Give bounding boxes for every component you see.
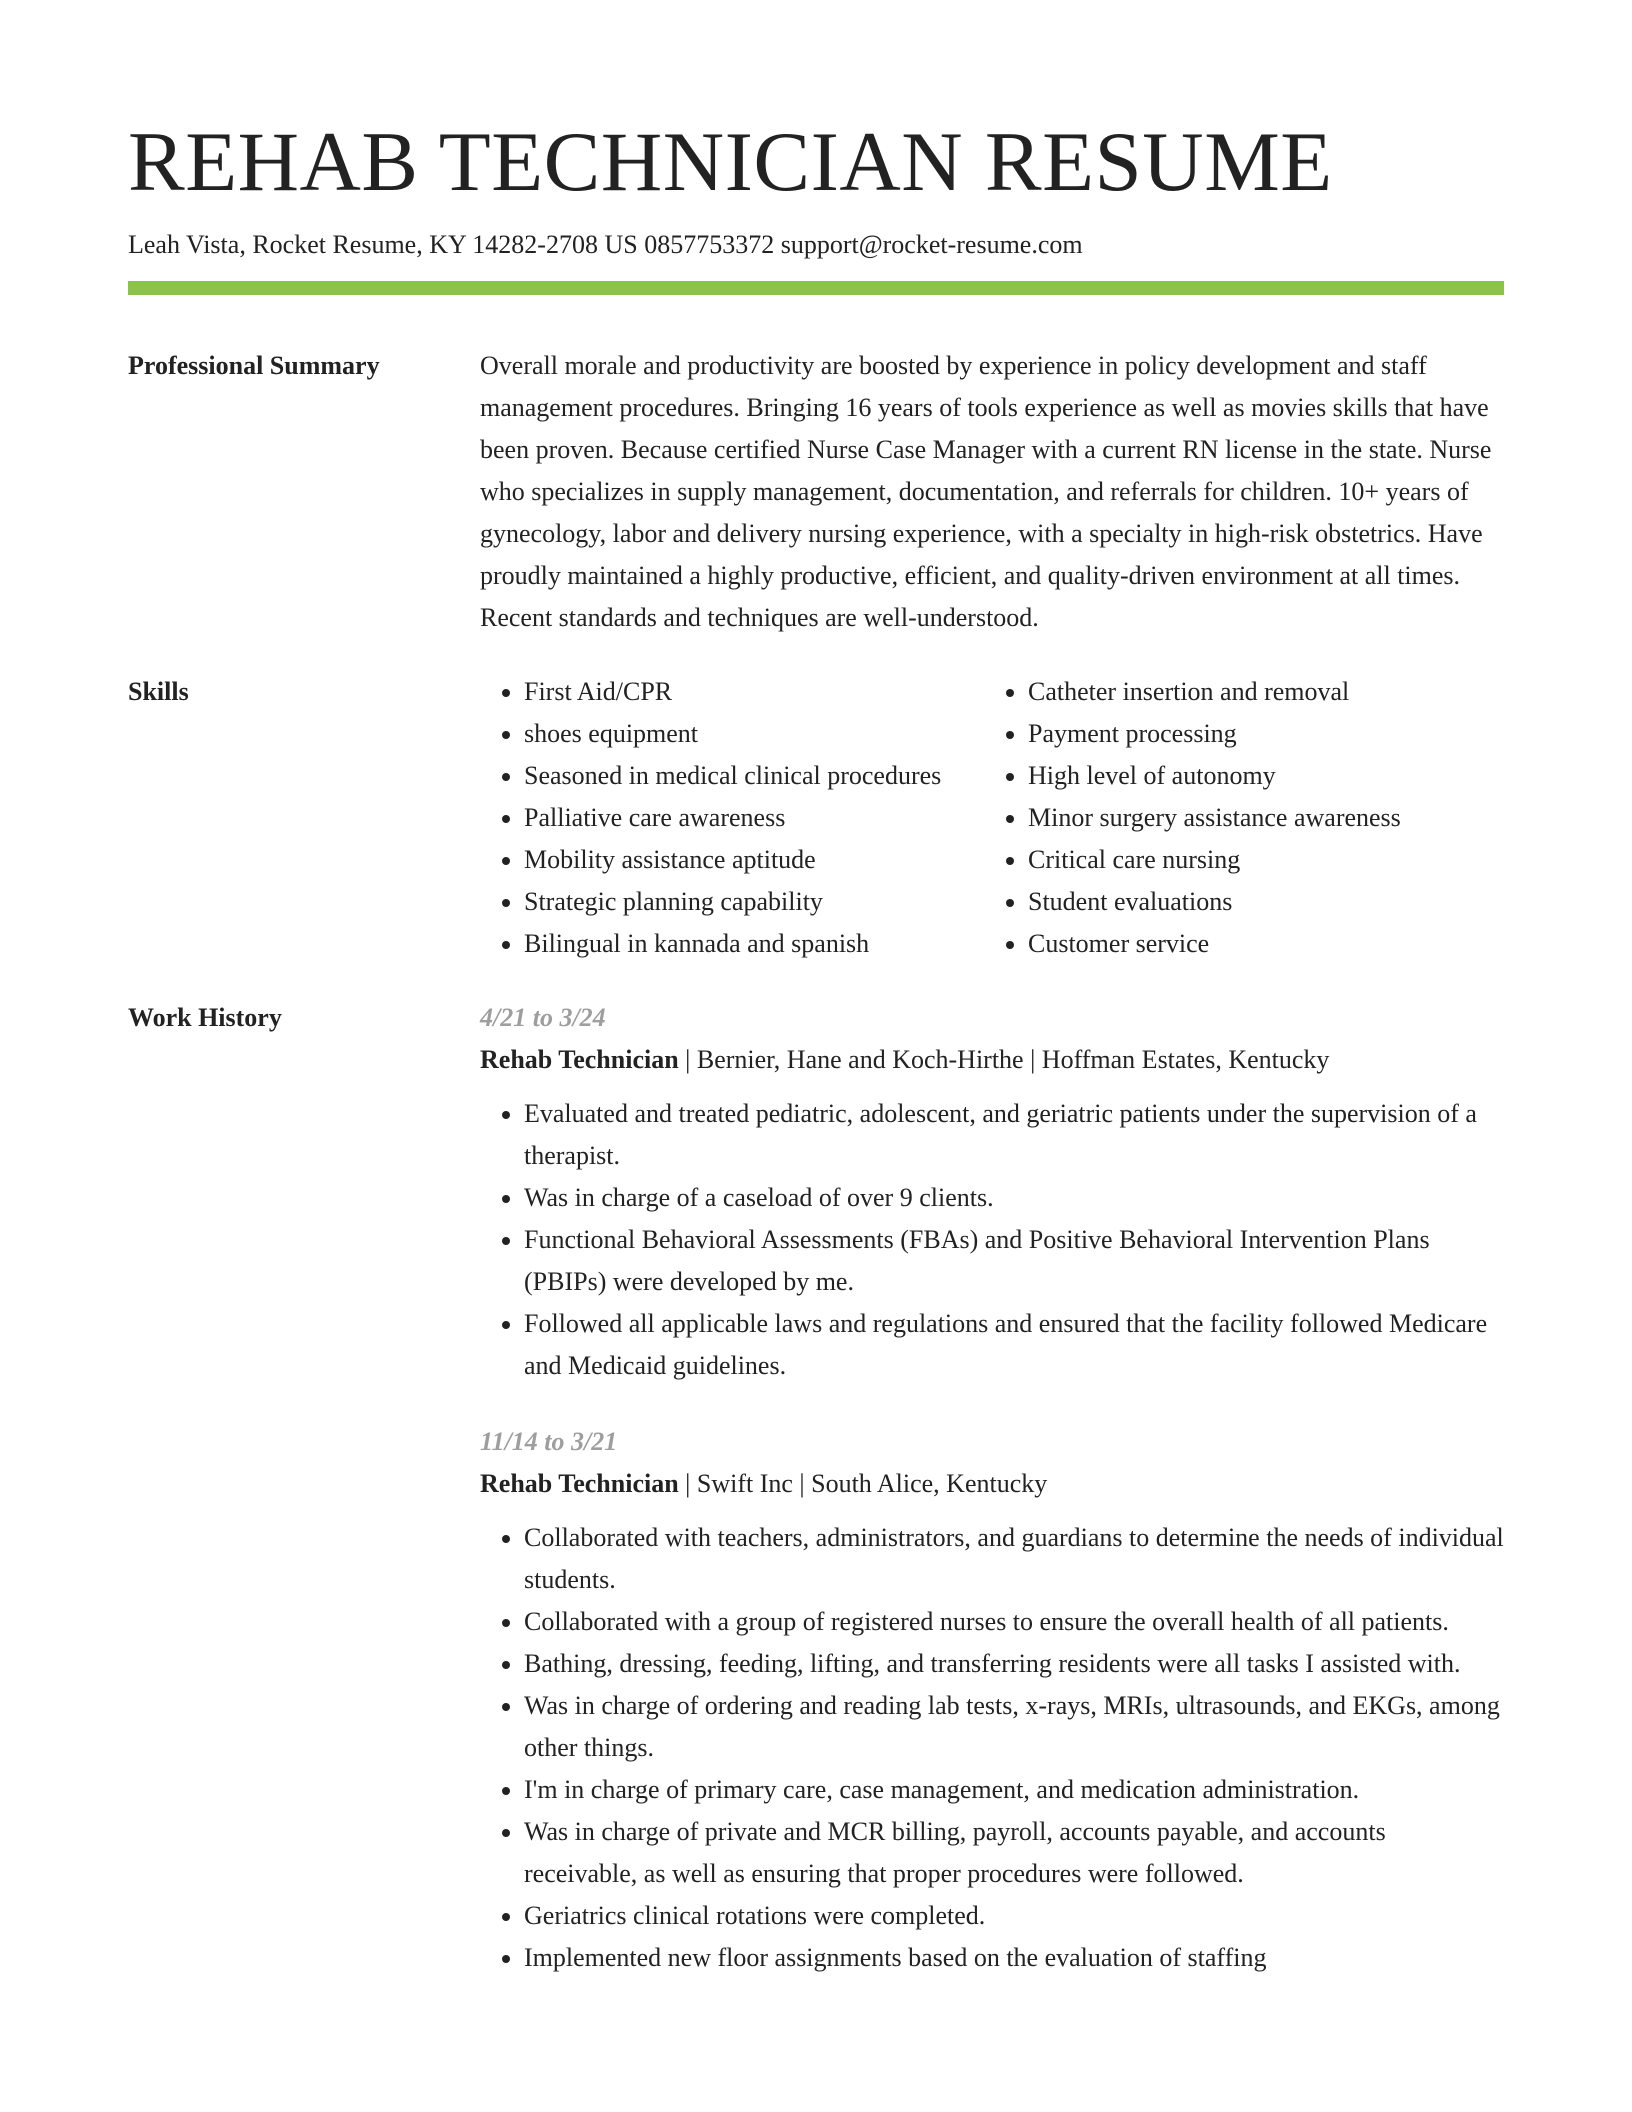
job-bullet: • I'm in charge of primary care, case management, and medication administration. [524,1769,1504,1811]
professional-summary-section [128,345,1504,639]
job-entry [480,997,1504,1387]
job-bullet-list [480,1517,1504,1979]
skills-grid [480,671,1504,965]
skill-item: • High level of autonomy [1028,755,1504,797]
skill-item: • Payment processing [1028,713,1504,755]
job-bullet: • Was in charge of private and MCR billing, payroll, accounts payable, and accounts receivable, as well as ensuring that proper procedures were followed. [524,1811,1504,1895]
job-dates: 11/14 to 3/21 [480,1427,618,1456]
job-employer-location: | Swift Inc | South Alice, Kentucky [678,1469,1048,1498]
skill-item: • Strategic planning capability [524,881,984,923]
skill-item: • Critical care nursing [1028,839,1504,881]
skill-item: • Mobility assistance aptitude [524,839,984,881]
section-heading-work-history: Work History [128,1003,282,1032]
job-header [480,1039,1504,1081]
skills-section [128,671,1504,965]
section-heading-skills: Skills [128,677,189,706]
job-dates: 4/21 to 3/24 [480,1003,606,1032]
resume-page [128,0,1504,1979]
skill-item: • Minor surgery assistance awareness [1028,797,1504,839]
skill-item: • Catheter insertion and removal [1028,671,1504,713]
job-bullet: • Bathing, dressing, feeding, lifting, and transferring residents were all tasks I assisted with. [524,1643,1504,1685]
job-bullet: • Was in charge of a caseload of over 9 clients. [524,1177,1504,1219]
section-heading-summary: Professional Summary [128,351,380,380]
job-bullet: • Was in charge of ordering and reading lab tests, x-rays, MRIs, ultrasounds, and EKGs, among other things. [524,1685,1504,1769]
job-bullet: • Collaborated with teachers, administrators, and guardians to determine the needs of individual students. [524,1517,1504,1601]
accent-divider [128,281,1504,295]
summary-body [480,345,1504,639]
job-employer-location: | Bernier, Hane and Koch-Hirthe | Hoffman Estates, Kentucky [678,1045,1330,1074]
skill-item: • Seasoned in medical clinical procedures [524,755,984,797]
job-bullet: • Functional Behavioral Assessments (FBAs) and Positive Behavioral Intervention Plans (PBIPs) were developed by me. [524,1219,1504,1303]
job-bullet: • Followed all applicable laws and regulations and ensured that the facility followed Medicare and Medicaid guidelines. [524,1303,1504,1387]
job-bullet: • Collaborated with a group of registered nurses to ensure the overall health of all patients. [524,1601,1504,1643]
skill-item: • Bilingual in kannada and spanish [524,923,984,965]
contact-line: Leah Vista, Rocket Resume, KY 14282-2708 US 0857753372 support@rocket-resume.com [128,230,1083,259]
job-header [480,1463,1504,1505]
skill-item: • Customer service [1028,923,1504,965]
job-title: Rehab Technician [480,1469,679,1498]
skill-item: • shoes equipment [524,713,984,755]
resume-title: REHAB TECHNICIAN RESUME [128,115,1333,209]
job-bullet: • Implemented new floor assignments based on the evaluation of staffing [524,1937,1504,1979]
job-bullet-list [480,1093,1504,1387]
work-history-section [128,997,1504,1979]
skill-item: • First Aid/CPR [524,671,984,713]
summary-text: Overall morale and productivity are boosted by experience in policy development and staff management procedures. Bringing 16 years of tools experience as well as movies skills that have been proven. Because certified Nurse Case Manager with a current RN license in the state. Nurse who specializes in supply management, documentation, and referrals for children. 10+ years of gynecology, labor and delivery nursing experience, with a specialty in high-risk obstetrics. Have proudly maintained a highly productive, efficient, and quality-driven environment at all times. Recent standards and techniques are well-understood. [480,351,1492,632]
work-history-body [480,997,1504,1979]
skills-list-left [480,671,984,965]
job-bullet: • Geriatrics clinical rotations were completed. [524,1895,1504,1937]
job-bullet: • Evaluated and treated pediatric, adolescent, and geriatric patients under the supervision of a therapist. [524,1093,1504,1177]
job-title: Rehab Technician [480,1045,679,1074]
skill-item: • Student evaluations [1028,881,1504,923]
skills-list-right [984,671,1504,965]
skill-item: • Palliative care awareness [524,797,984,839]
job-entry [480,1421,1504,1979]
